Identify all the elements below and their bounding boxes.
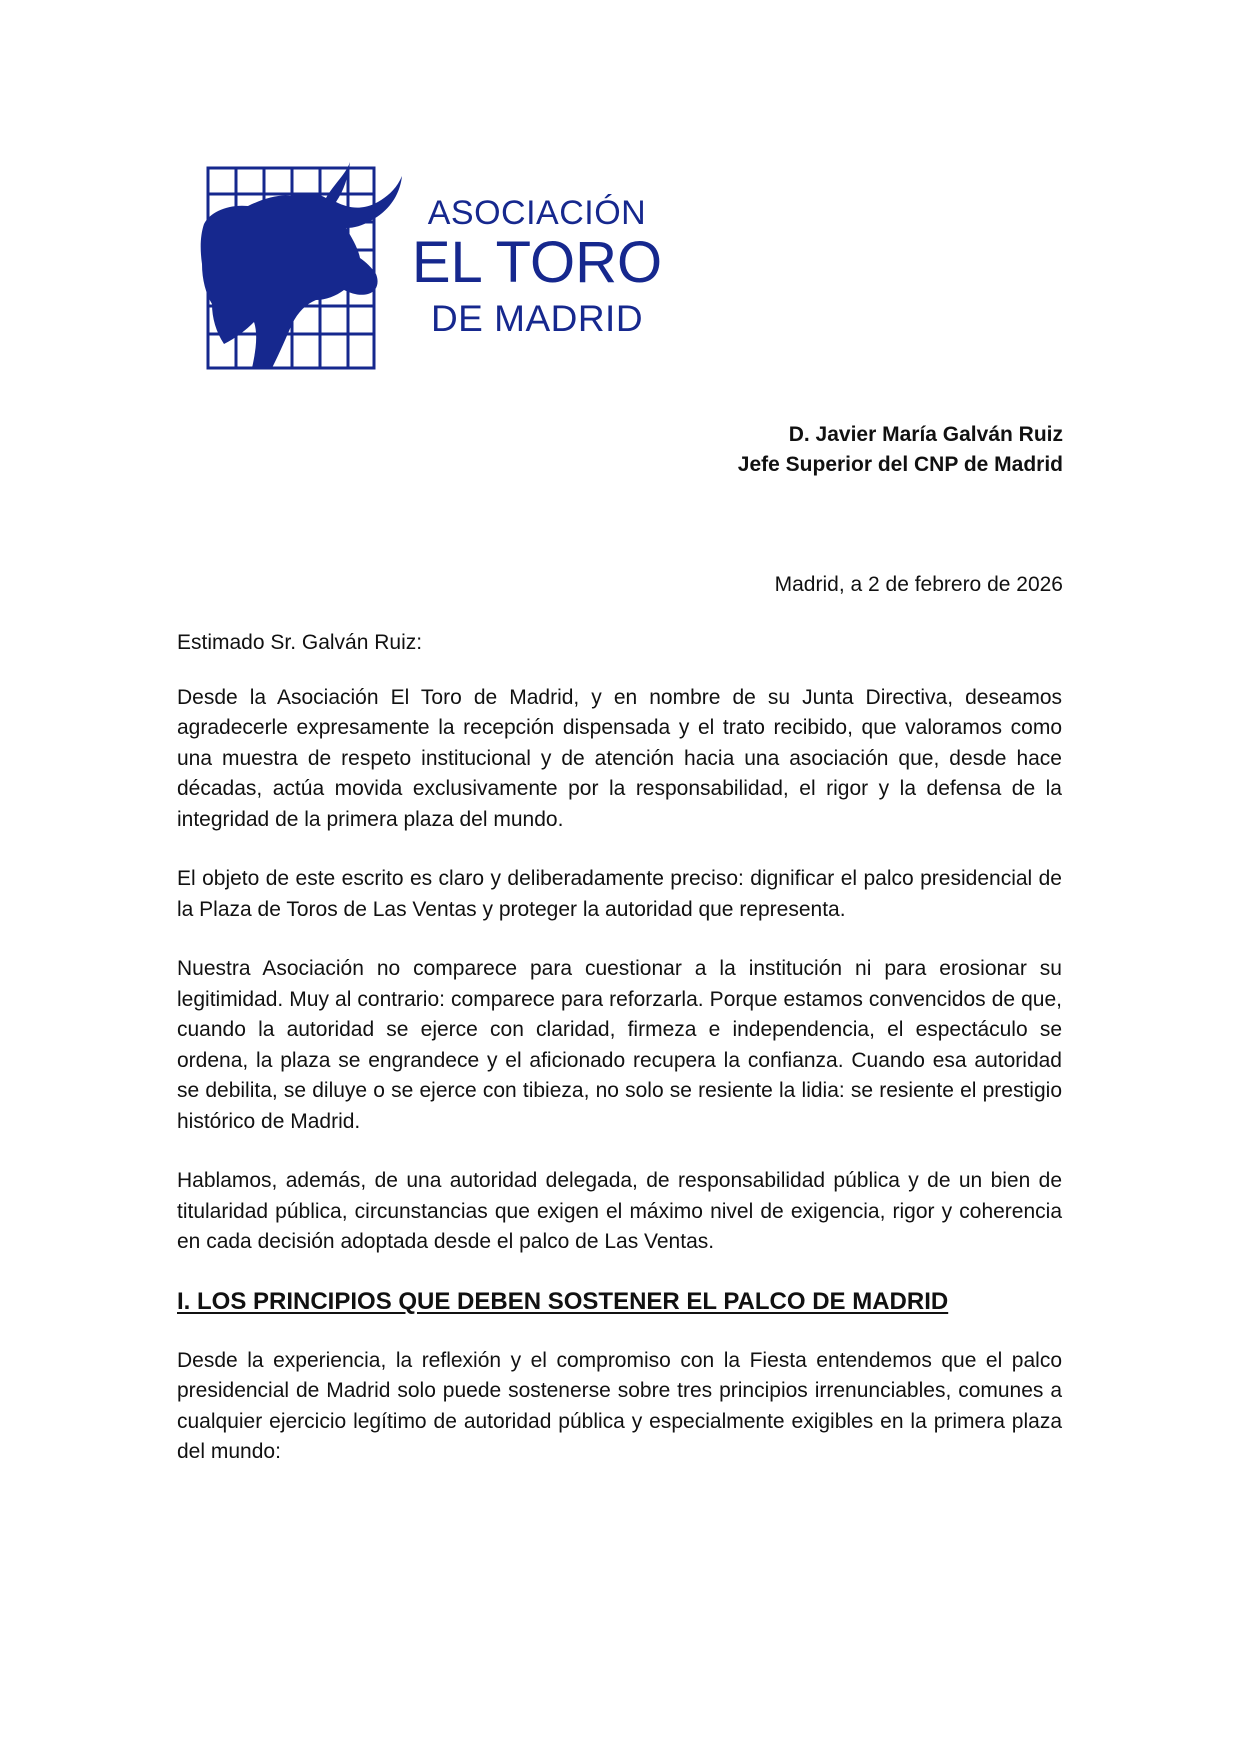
body-paragraph: Nuestra Asociación no comparece para cuestionar a la institución ni para erosionar su legitimidad. Muy al contrario: comparece para reforzarla. Porque estamos convencidos de que, cuando la autoridad se ejerce con claridad, firmeza e independencia, el espectáculo se ordena, la plaza se engrandece y el aficionado recupera la confianza. Cuando esa autoridad se debilita, se diluye o se ejerce con tibieza, no solo se resiente la lidia: se resiente el prestigio histórico de Madrid. <box>177 957 1062 1133</box>
logo-line-de-madrid: DE MADRID <box>430 298 644 339</box>
section-paragraph: Desde la experiencia, la reflexión y el compromiso con la Fiesta entendemos que el palco presidencial de Madrid solo puede sostenerse sobre tres principios irrenunciables, comunes a cualquier ejercicio legítimo de autoridad pública y especialmente exigibles en la primera plaza del mundo: <box>177 1348 1062 1463</box>
body-paragraph: Desde la Asociación El Toro de Madrid, y en nombre de su Junta Directiva, deseamos agradecerle expresamente la recepción dispensada y el trato recibido, que valoramos como una muestra de respeto institucional y de atención hacia una asociación que, desde hace décadas, actúa movida exclusivamente por la responsabilidad, el rigor y la defensa de la integridad de la primera plaza del mundo. <box>177 685 1062 831</box>
salutation: Estimado Sr. Galván Ruiz: <box>177 631 423 654</box>
letter-body <box>177 628 1062 1497</box>
body-paragraph: El objeto de este escrito es claro y deliberadamente preciso: dignificar el palco presidencial de la Plaza de Toros de Las Ventas y proteger la autoridad que representa. <box>177 867 1062 921</box>
section-heading: I. LOS PRINCIPIOS QUE DEBEN SOSTENER EL PALCO DE MADRID <box>177 1287 949 1315</box>
recipient-block <box>738 420 1063 480</box>
body-paragraph: Hablamos, además, de una autoridad delegada, de responsabilidad pública y de un bien de titularidad pública, circunstancias que exigen el máximo nivel de exigencia, rigor y coherencia en cada decisión adoptada desde el palco de Las Ventas. <box>177 1169 1062 1253</box>
recipient-name: D. Javier María Galván Ruiz <box>788 423 1063 446</box>
logo-line-el-toro: EL TORO <box>411 230 663 295</box>
bull-grid-logo-icon <box>176 154 426 384</box>
association-logo <box>176 154 666 384</box>
recipient-position: Jefe Superior del CNP de Madrid <box>737 453 1063 476</box>
logo-wordmark <box>408 170 666 337</box>
logo-line-asociacion: ASOCIACIÓN <box>427 194 647 232</box>
letter-date: Madrid, a 2 de febrero de 2026 <box>774 573 1063 596</box>
